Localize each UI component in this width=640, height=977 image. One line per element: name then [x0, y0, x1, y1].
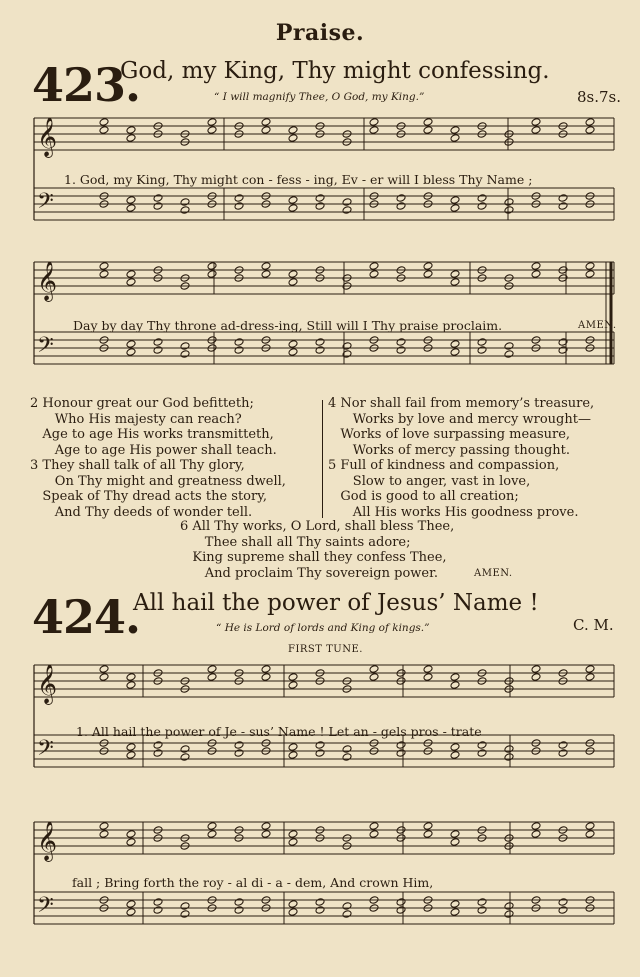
- note-head: [288, 270, 298, 279]
- note-head: [126, 681, 136, 690]
- note-head: [288, 126, 298, 135]
- note-head: [558, 749, 568, 758]
- note-head: [342, 198, 352, 207]
- note-head: [396, 346, 406, 355]
- note-head: [369, 830, 379, 839]
- treble-clef: 𝄞: [37, 821, 58, 861]
- note-head: [504, 198, 514, 207]
- note-head: [207, 830, 217, 839]
- note-head: [126, 134, 136, 143]
- lyric-line-424-2: fall ; Bring forth the roy - al di - a - dem, And crown Him,: [72, 875, 434, 890]
- note-head: [99, 822, 109, 831]
- note-head: [504, 753, 514, 762]
- verse-4: 4 Nor shall fail from memory’s treasure, Works by love and mercy wrought— Works of love surpassing measure, Works of mercy passing thought.: [328, 396, 595, 458]
- note-head: [288, 830, 298, 839]
- note-head: [531, 665, 541, 674]
- note-head: [288, 278, 298, 287]
- note-head: [99, 673, 109, 682]
- note-head: [531, 830, 541, 839]
- note-head: [423, 830, 433, 839]
- note-head: [153, 194, 163, 203]
- verse-3: 3 They shall talk of all Thy glory, On Thy might and greatness dwell, Speak of Thy dread acts the story, And Thy deeds of wonder tell.: [30, 458, 286, 520]
- note-head: [450, 134, 460, 143]
- note-head: [126, 278, 136, 287]
- note-head: [585, 118, 595, 127]
- hymn-title-423: God, my King, Thy might confessing.: [120, 58, 550, 84]
- note-head: [477, 346, 487, 355]
- note-head: [369, 262, 379, 271]
- note-head: [369, 673, 379, 682]
- hymn-meter-423: 8s.7s.: [577, 88, 622, 106]
- note-head: [153, 202, 163, 211]
- note-head: [531, 270, 541, 279]
- note-head: [126, 204, 136, 213]
- note-head: [450, 900, 460, 909]
- note-head: [207, 822, 217, 831]
- note-head: [504, 350, 514, 359]
- note-head: [180, 342, 190, 351]
- note-head: [558, 898, 568, 907]
- note-head: [126, 743, 136, 752]
- note-head: [504, 206, 514, 215]
- note-head: [504, 902, 514, 911]
- treble-clef: 𝄞: [37, 117, 58, 157]
- bass-clef: 𝄢: [37, 189, 54, 219]
- note-head: [450, 126, 460, 135]
- note-head: [477, 194, 487, 203]
- note-head: [126, 340, 136, 349]
- treble-clef: 𝄞: [37, 261, 58, 301]
- note-head: [369, 270, 379, 279]
- note-head: [396, 202, 406, 211]
- note-head: [261, 830, 271, 839]
- note-head: [585, 262, 595, 271]
- note-head: [450, 838, 460, 847]
- note-head: [288, 900, 298, 909]
- note-head: [396, 906, 406, 915]
- note-head: [126, 348, 136, 357]
- note-head: [558, 906, 568, 915]
- note-head: [450, 204, 460, 213]
- note-head: [261, 118, 271, 127]
- note-head: [153, 898, 163, 907]
- note-head: [315, 749, 325, 758]
- note-head: [315, 194, 325, 203]
- note-head: [369, 126, 379, 135]
- note-head: [288, 908, 298, 917]
- note-head: [180, 753, 190, 762]
- note-head: [207, 262, 217, 271]
- note-head: [477, 741, 487, 750]
- bass-clef: 𝄢: [37, 736, 54, 766]
- bass-clef: 𝄢: [37, 333, 54, 363]
- note-head: [99, 665, 109, 674]
- note-head: [396, 749, 406, 758]
- note-head: [288, 134, 298, 143]
- note-head: [288, 340, 298, 349]
- note-head: [342, 745, 352, 754]
- note-head: [207, 126, 217, 135]
- lyric-line-423-2: Day by day Thy throne ad-dress-ing, Still will I Thy praise proclaim.: [73, 318, 503, 333]
- note-head: [153, 906, 163, 915]
- note-head: [342, 206, 352, 215]
- amen-423: AMEN.: [578, 320, 617, 331]
- note-head: [99, 126, 109, 135]
- note-head: [99, 118, 109, 127]
- note-head: [207, 118, 217, 127]
- note-head: [423, 270, 433, 279]
- note-head: [531, 118, 541, 127]
- note-head: [234, 741, 244, 750]
- bass-clef: 𝄢: [37, 893, 54, 923]
- note-head: [288, 838, 298, 847]
- note-head: [585, 270, 595, 279]
- note-head: [558, 202, 568, 211]
- section-title: Praise.: [275, 20, 365, 46]
- note-head: [153, 749, 163, 758]
- note-head: [585, 822, 595, 831]
- note-head: [153, 346, 163, 355]
- note-head: [261, 673, 271, 682]
- note-head: [477, 338, 487, 347]
- note-head: [450, 196, 460, 205]
- note-head: [531, 673, 541, 682]
- note-head: [180, 198, 190, 207]
- note-head: [531, 262, 541, 271]
- note-head: [288, 348, 298, 357]
- note-head: [423, 126, 433, 135]
- note-head: [126, 270, 136, 279]
- note-head: [531, 822, 541, 831]
- note-head: [315, 906, 325, 915]
- note-head: [477, 906, 487, 915]
- verse-2: 2 Honour great our God befitteth; Who His majesty can reach? Age to age His works transmitteth, Age to age His power shall teach.: [30, 396, 277, 458]
- note-head: [288, 196, 298, 205]
- note-head: [342, 910, 352, 919]
- note-head: [342, 753, 352, 762]
- note-head: [261, 126, 271, 135]
- note-head: [288, 681, 298, 690]
- lyric-line-424-1: 1. All hail the power of Je - sus’ Name ! Let an - gels pros - trate: [76, 724, 482, 739]
- note-head: [477, 749, 487, 758]
- note-head: [315, 346, 325, 355]
- note-head: [423, 262, 433, 271]
- note-head: [126, 196, 136, 205]
- note-head: [180, 745, 190, 754]
- note-head: [234, 194, 244, 203]
- note-head: [315, 202, 325, 211]
- note-head: [477, 202, 487, 211]
- note-head: [396, 194, 406, 203]
- note-head: [234, 906, 244, 915]
- note-head: [180, 902, 190, 911]
- note-head: [288, 673, 298, 682]
- note-head: [450, 751, 460, 760]
- note-head: [207, 665, 217, 674]
- note-head: [369, 665, 379, 674]
- note-head: [288, 751, 298, 760]
- note-head: [396, 898, 406, 907]
- note-head: [423, 822, 433, 831]
- note-head: [423, 118, 433, 127]
- amen-verse-6: AMEN.: [474, 568, 513, 579]
- note-head: [396, 741, 406, 750]
- note-head: [585, 665, 595, 674]
- verse-6: 6 All Thy works, O Lord, shall bless Thee, Thee shall all Thy saints adore; King supreme shall they confess Thee, And proclaim Thy sovereign power.: [180, 519, 455, 581]
- note-head: [234, 202, 244, 211]
- note-head: [450, 340, 460, 349]
- hymn-title-424: All hail the power of Jesus’ Name !: [133, 590, 539, 616]
- note-head: [342, 902, 352, 911]
- note-head: [288, 743, 298, 752]
- note-head: [450, 673, 460, 682]
- note-head: [126, 126, 136, 135]
- note-head: [369, 118, 379, 127]
- lyric-line-423-1: 1. God, my King, Thy might con - fess - ing, Ev - er will I bless Thy Name ;: [64, 172, 533, 187]
- note-head: [261, 822, 271, 831]
- note-head: [126, 673, 136, 682]
- hymn-number-424: 424.: [32, 590, 141, 644]
- tune-label: FIRST TUNE.: [288, 644, 363, 655]
- note-head: [126, 838, 136, 847]
- note-head: [450, 681, 460, 690]
- hymn-meter-424: C. M.: [573, 616, 614, 634]
- note-head: [558, 741, 568, 750]
- treble-clef: 𝄞: [37, 664, 58, 704]
- note-head: [450, 908, 460, 917]
- note-head: [234, 898, 244, 907]
- note-head: [450, 270, 460, 279]
- note-head: [180, 910, 190, 919]
- note-head: [315, 741, 325, 750]
- note-head: [207, 673, 217, 682]
- note-head: [126, 751, 136, 760]
- note-head: [585, 126, 595, 135]
- note-head: [99, 262, 109, 271]
- verse-divider: [322, 400, 323, 518]
- note-head: [153, 338, 163, 347]
- note-head: [99, 830, 109, 839]
- hymn-quote-424: “ He is Lord of lords and King of kings.”: [216, 622, 430, 634]
- note-head: [423, 673, 433, 682]
- note-head: [450, 278, 460, 287]
- note-head: [369, 822, 379, 831]
- note-head: [153, 741, 163, 750]
- note-head: [585, 830, 595, 839]
- note-head: [504, 910, 514, 919]
- note-head: [396, 338, 406, 347]
- note-head: [504, 745, 514, 754]
- note-head: [288, 204, 298, 213]
- hymn-quote-423: “ I will magnify Thee, O God, my King.”: [214, 91, 425, 103]
- note-head: [126, 908, 136, 917]
- note-head: [234, 749, 244, 758]
- note-head: [180, 350, 190, 359]
- note-head: [315, 898, 325, 907]
- note-head: [234, 346, 244, 355]
- note-head: [531, 126, 541, 135]
- note-head: [261, 262, 271, 271]
- note-head: [477, 898, 487, 907]
- note-head: [450, 348, 460, 357]
- note-head: [261, 665, 271, 674]
- note-head: [504, 342, 514, 351]
- note-head: [450, 830, 460, 839]
- note-head: [180, 206, 190, 215]
- note-head: [126, 830, 136, 839]
- hymn-number-423: 423.: [32, 58, 141, 112]
- note-head: [558, 194, 568, 203]
- note-head: [585, 673, 595, 682]
- verse-5: 5 Full of kindness and compassion, Slow to anger, vast in love, God is good to all creation; All His works His goodness prove.: [328, 458, 579, 520]
- note-head: [234, 338, 244, 347]
- note-head: [315, 338, 325, 347]
- note-head: [261, 270, 271, 279]
- note-head: [99, 270, 109, 279]
- note-head: [126, 900, 136, 909]
- note-head: [207, 270, 217, 279]
- note-head: [450, 743, 460, 752]
- note-head: [423, 665, 433, 674]
